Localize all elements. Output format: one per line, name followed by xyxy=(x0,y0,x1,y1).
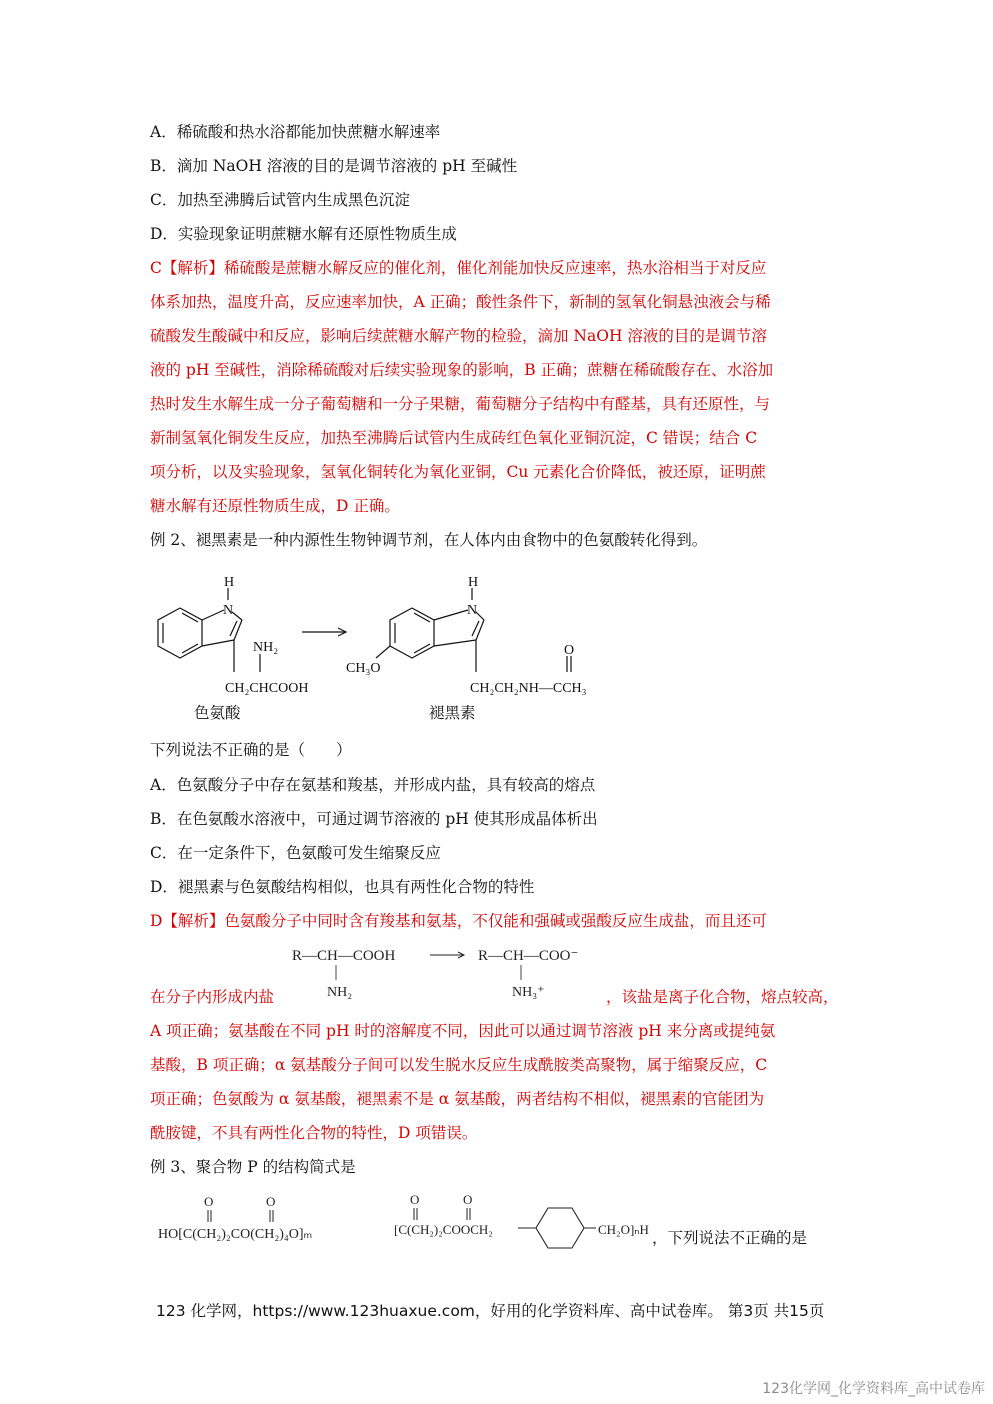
inner-salt-equation xyxy=(292,940,602,1002)
analysis-q1-line: 液的 pH 至碱性，消除稀硫酸对后续实验现象的影响，B 正确；蔗糖在稀硫酸存在、水浴加 xyxy=(150,361,774,379)
methoxy-label: CH₃O xyxy=(346,661,381,676)
analysis-q1-line: 硫酸发生酸碱中和反应，影响后续蔗糖水解产物的检验，滴加 NaOH 溶液的目的是调节溶 xyxy=(150,327,767,345)
carbonyl-oxygen-label: O xyxy=(463,1192,473,1207)
option-a-q2: A．色氨酸分子中存在氨基和羧基，并形成内盐，具有较高的熔点 xyxy=(150,776,596,794)
page-footer: 123 化学网，https://www.123huaxue.com，好用的化学资料库、高中试卷库。 第3页 共15页 xyxy=(156,1302,825,1320)
analysis-q2-line: 酰胺键，不具有两性化合物的特性，D 项错误。 xyxy=(150,1124,478,1142)
analysis-q1-line: 新制氢氧化铜发生反应，加热至沸腾后试管内生成砖红色氧化亚铜沉淀，C 错误；结合 C xyxy=(150,429,758,447)
analysis-q1-line: 热时发生水解生成一分子葡萄糖和一分子果糖，葡萄糖分子结构中有醛基，具有还原性，与 xyxy=(150,395,771,413)
analysis-q2-line: D【解析】色氨酸分子中同时含有羧基和氨基，不仅能和强碱或强酸反应生成盐，而且还可 xyxy=(150,912,767,930)
option-d-q1: D．实验现象证明蔗糖水解有还原性物质生成 xyxy=(150,225,457,243)
nitrogen-hydrogen-label: H xyxy=(468,575,479,590)
carbonyl-oxygen-label: O xyxy=(410,1192,420,1207)
analysis-q1-line: 糖水解有还原性物质生成，D 正确。 xyxy=(150,497,400,515)
nitrogen-label: N xyxy=(467,603,478,618)
zwitterion-formula: R—CH—COO⁻ xyxy=(478,948,579,964)
analysis-q1-line: 项分析，以及实验现象，氢氧化铜转化为氧化亚铜，Cu 元素化合价降低，被还原，证明蔗 xyxy=(150,463,766,481)
analysis-q2-line: 项正确；色氨酸为 α 氨基酸，褪黑素不是 α 氨基酸，两者结构不相似，褪黑素的官能团为 xyxy=(150,1090,765,1108)
analysis-q2-line: A 项正确；氨基酸在不同 pH 时的溶解度不同，因此可以通过调节溶液 pH 来分离或提纯氨 xyxy=(150,1022,776,1040)
nitrogen-label: N xyxy=(223,603,234,618)
analysis-q1-line: 体系加热，温度升高，反应速率加快，A 正确；酸性条件下，新制的氢氧化铜悬浊液会与稀 xyxy=(150,293,771,311)
tryptophan-name: 色氨酸 xyxy=(194,705,241,722)
carbonyl-oxygen-label: O xyxy=(564,643,575,658)
polymer-p-structure xyxy=(158,1190,678,1250)
option-a-q1: A．稀硫酸和热水浴都能加快蔗糖水解速率 xyxy=(150,123,441,141)
option-c-q1: C．加热至沸腾后试管内生成黑色沉淀 xyxy=(150,191,410,209)
tryptophan-chain: CH₂CHCOOH xyxy=(225,681,309,696)
question-2-stem: 下列说法不正确的是（ ） xyxy=(150,741,352,759)
polymer-segment-2a: [C(CH₂)₂COOCH₂ xyxy=(394,1222,493,1237)
melatonin-name: 褪黑素 xyxy=(429,705,476,722)
carbonyl-oxygen-label: O xyxy=(204,1194,214,1209)
polymer-segment-2b: CH₂O]ₙH xyxy=(598,1222,649,1237)
tryptophan-melatonin-figure xyxy=(150,568,620,728)
amino-acid-formula: R—CH—COOH xyxy=(292,948,396,964)
nitrogen-hydrogen-label: H xyxy=(224,575,235,590)
melatonin-chain: CH₂CH₂NH—CCH₃ xyxy=(470,681,587,696)
option-d-q2: D．褪黑素与色氨酸结构相似，也具有两性化合物的特性 xyxy=(150,878,535,896)
carbonyl-oxygen-label: O xyxy=(266,1194,276,1209)
inner-salt-suffix: ，该盐是离子化合物，熔点较高， xyxy=(606,988,839,1006)
watermark: 123化学网_化学资料库_高中试卷库 xyxy=(762,1381,985,1397)
example-3-intro: 例 3、聚合物 P 的结构简式是 xyxy=(150,1158,356,1176)
amine-label: NH₂ xyxy=(253,640,279,655)
example-2-intro: 例 2、褪黑素是一种内源性生物钟调节剂，在人体内由食物中的色氨酸转化得到。 xyxy=(150,531,708,549)
option-b-q2: B．在色氨酸水溶液中，可通过调节溶液的 pH 使其形成晶体析出 xyxy=(150,810,598,828)
option-b-q1: B．滴加 NaOH 溶液的目的是调节溶液的 pH 至碱性 xyxy=(150,157,518,175)
amine-group: NH₂ xyxy=(327,985,353,1000)
analysis-q1-line: C【解析】稀硫酸是蔗糖水解反应的催化剂，催化剂能加快反应速率，热水浴相当于对反应 xyxy=(150,259,767,277)
inner-salt-prefix: 在分子内形成内盐 xyxy=(150,988,275,1006)
polymer-question-suffix: ，下列说法不正确的是 xyxy=(652,1229,808,1247)
option-c-q2: C．在一定条件下，色氨酸可发生缩聚反应 xyxy=(150,844,441,862)
analysis-q2-line: 基酸，B 项正确；α 氨基酸分子间可以发生脱水反应生成酰胺类高聚物，属于缩聚反应，C xyxy=(150,1056,768,1074)
ammonium-group: NH₃⁺ xyxy=(512,985,545,1000)
polymer-segment-1: HO[C(CH₂)₂CO(CH₂)₄O]ₘ xyxy=(158,1227,313,1242)
